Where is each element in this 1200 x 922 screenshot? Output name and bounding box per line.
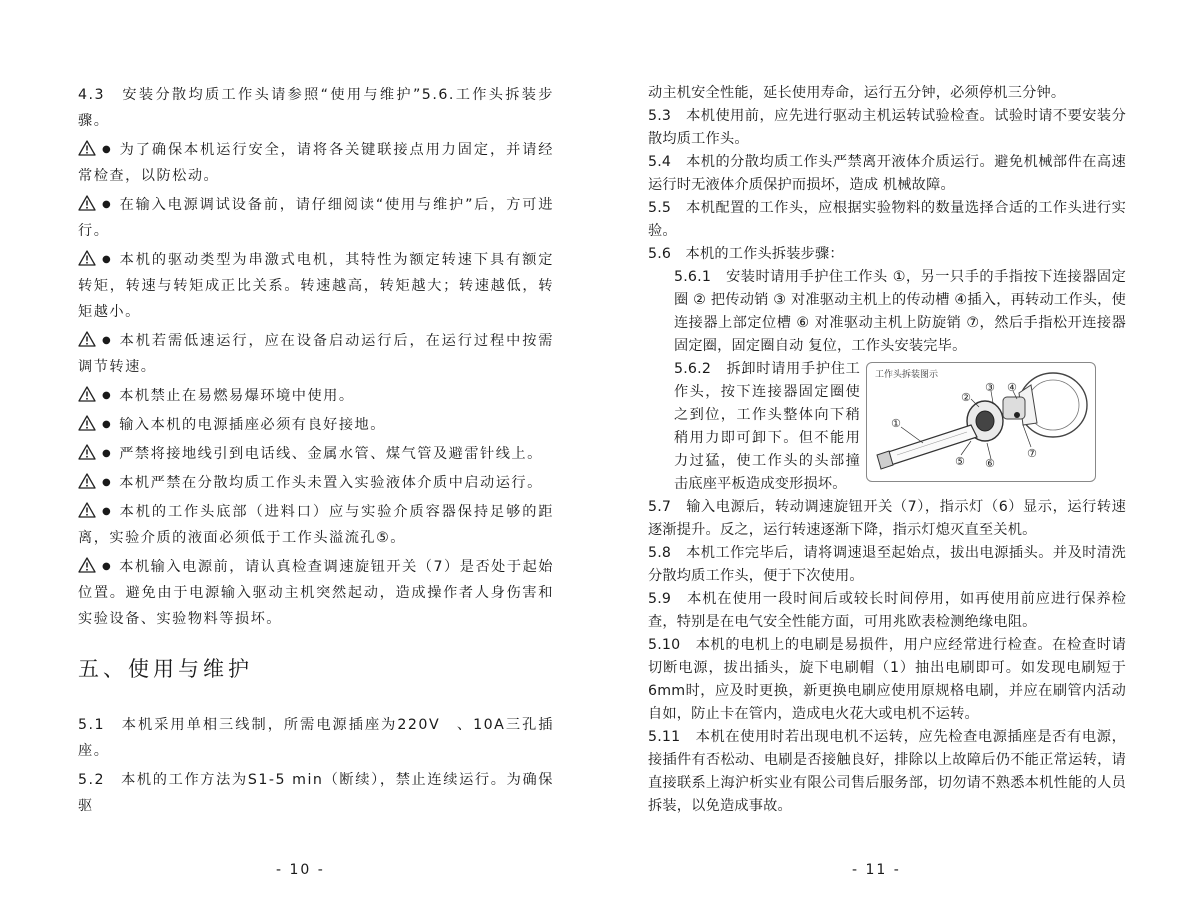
warning-item <box>78 499 554 551</box>
item-5-9: 5.9 本机在使用一段时间后或较长时间停用，如再使用前应进行保养检查，特别是在电气安全性能方面，可用兆欧表检测绝缘电阻。 <box>648 591 1126 630</box>
warning-triangle-icon <box>78 195 96 211</box>
bullet-dot-icon: ● <box>102 199 113 210</box>
warning-text: 本机严禁在分散均质工作头未置入实验液体介质中启动运行。 <box>119 475 543 491</box>
warning-list <box>78 137 554 632</box>
item-5-10: 5.10 本机的电机上的电刷是易损件，用户应经常进行检查。在检查时请切断电源，拔出插头，旋下电刷帽（1）抽出电刷即可。如发现电刷短于6mm时，应及时更换，新更换电刷应使用原规格电刷，并应在刷管内活动自如，防止卡在管内，造成电火花大或电机不运转。 <box>648 637 1126 722</box>
bullet-dot-icon: ● <box>102 335 113 346</box>
bullet-dot-icon: ● <box>102 506 113 517</box>
section-heading: 五、使用与维护 <box>78 657 253 681</box>
warning-text: 本机若需低速运行，应在设备启动运行后，在运行过程中按需调节转速。 <box>78 333 554 375</box>
assembly-figure <box>866 362 1096 482</box>
warning-item <box>78 192 554 244</box>
page-number-right: - 11 - <box>852 862 901 878</box>
warning-triangle-icon <box>78 502 96 518</box>
figure-caption: 工作头拆装图示 <box>875 370 939 380</box>
item-5-7: 5.7 输入电源后，转动调速旋钮开关（7），指示灯（6）显示，运行转速逐渐提升。反之，运行转速逐渐下降，指示灯熄灭直至关机。 <box>648 499 1126 538</box>
connector-core-shape <box>976 411 994 431</box>
warning-item <box>78 137 554 189</box>
pin-dot-shape <box>1014 412 1020 418</box>
right-page <box>648 82 1126 818</box>
warning-text: 为了确保本机运行安全，请将各关键联接点用力固定，并请经常检查，以防松动。 <box>78 142 554 184</box>
warning-triangle-icon <box>78 557 96 573</box>
item-5-2: 5.2 本机的工作方法为S1-5 min（断续），禁止连续运行。为确保驱 <box>78 772 554 814</box>
warning-item <box>78 412 554 438</box>
label-7: ⑦ <box>1027 447 1037 460</box>
warning-triangle-icon <box>78 331 96 347</box>
warning-triangle-icon <box>78 250 96 266</box>
step-5-6-1: 5.6.1 安装时请用手护住工作头 ①，另一只手的手指按下连接器固定圈 ② 把传动销 ③ 对准驱动主机上的传动槽 ④插入，再转动工作头，使连接器上部定位槽 ⑥ 对准驱动主机上防旋销 ⑦，然后手指松开连接器固定圈，固定圈自动 复位，工作头安装完毕。 <box>674 269 1126 354</box>
bullet-dot-icon: ● <box>102 390 113 401</box>
warning-text: 在输入电源调试设备前，请仔细阅读“使用与维护”后，方可进行。 <box>78 197 554 239</box>
warning-text: 严禁将接地线引到电话线、金属水管、煤气管及避雷针线上。 <box>119 446 543 462</box>
item-5-4: 5.4 本机的分散均质工作头严禁离开液体介质运行。避免机械部件在高速运行时无液体介质保护而损坏，造成 机械故障。 <box>648 154 1126 193</box>
label-4: ④ <box>1007 381 1017 394</box>
item-5-1: 5.1 本机采用单相三线制，所需电源插座为220V 、10A三孔插座。 <box>78 717 554 759</box>
bullet-dot-icon: ● <box>102 419 113 430</box>
label-2: ② <box>961 391 971 404</box>
item-5-11: 5.11 本机在使用时若出现电机不运转，应先检查电源插座是否有电源，接插件有否松动、电刷是否接触良好，排除以上故障后仍不能正常运转，请直接联系上海沪析实业有限公司售后服务部，切勿请不熟悉本机性能的人员拆装，以免造成事故。 <box>648 729 1126 814</box>
label-6: ⑥ <box>985 457 995 470</box>
item-5-6: 5.6 本机的工作头拆装步骤： <box>648 246 844 262</box>
warning-triangle-icon <box>78 415 96 431</box>
warning-triangle-icon <box>78 386 96 402</box>
label-3: ③ <box>985 381 995 394</box>
label-5: ⑤ <box>955 455 965 468</box>
assembly-diagram <box>867 363 1095 481</box>
warning-triangle-icon <box>78 444 96 460</box>
warning-item <box>78 441 554 467</box>
bullet-dot-icon: ● <box>102 254 113 265</box>
bullet-dot-icon: ● <box>102 477 113 488</box>
para-continued: 动主机安全性能，延长使用寿命，运行五分钟，必须停机三分钟。 <box>648 85 1066 101</box>
label-1: ① <box>891 417 901 430</box>
step-5-6-2: 5.6.2 拆卸时请用手护住工作头，按下连接器固定圈使之到位，工作头整体向下稍稍用力即可卸下。但不能用力过猛，使工作头的头部撞击底座平板造成变形损坏。 <box>674 361 860 492</box>
warning-text: 本机的工作头底部（进料口）应与实验介质容器保持足够的距离，实验介质的液面必须低于工作头溢流孔⑤。 <box>78 504 554 546</box>
warning-item <box>78 470 554 496</box>
warning-text: 本机禁止在易燃易爆环境中使用。 <box>119 388 355 404</box>
warning-triangle-icon <box>78 473 96 489</box>
warning-text: 本机的驱动类型为串激式电机，其特性为额定转速下具有额定转矩，转速与转矩成正比关系。转速越高，转矩越大；转速越低，转矩越小。 <box>78 252 554 320</box>
item-5-8: 5.8 本机工作完毕后，请将调速退至起始点，拔出电源插头。并及时清洗分散均质工作头，便于下次使用。 <box>648 545 1126 584</box>
warning-item <box>78 247 554 325</box>
item-5-3: 5.3 本机使用前，应先进行驱动主机运转试验检查。试验时请不要安装分散均质工作头。 <box>648 108 1126 147</box>
warning-text: 本机输入电源前，请认真检查调速旋钮开关（7）是否处于起始位置。避免由于电源输入驱动主机突然起动，造成操作者人身伤害和实验设备、实验物料等损坏。 <box>78 559 554 627</box>
warning-text: 输入本机的电源插座必须有良好接地。 <box>119 417 386 433</box>
intro-paragraph: 4.3 安装分散均质工作头请参照“使用与维护”5.6.工作头拆装步骤。 <box>78 87 554 129</box>
item-5-5: 5.5 本机配置的工作头，应根据实验物料的数量选择合适的工作头进行实验。 <box>648 200 1126 239</box>
page-number-left: - 10 - <box>276 862 325 878</box>
bullet-dot-icon: ● <box>102 561 113 572</box>
figure-row <box>648 358 1126 496</box>
warning-item <box>78 554 554 632</box>
drive-socket-shape <box>1003 397 1025 419</box>
bullet-dot-icon: ● <box>102 448 113 459</box>
warning-item <box>78 328 554 380</box>
warning-item <box>78 383 554 409</box>
bullet-dot-icon: ● <box>102 144 113 155</box>
warning-triangle-icon <box>78 140 96 156</box>
left-page <box>78 82 554 822</box>
